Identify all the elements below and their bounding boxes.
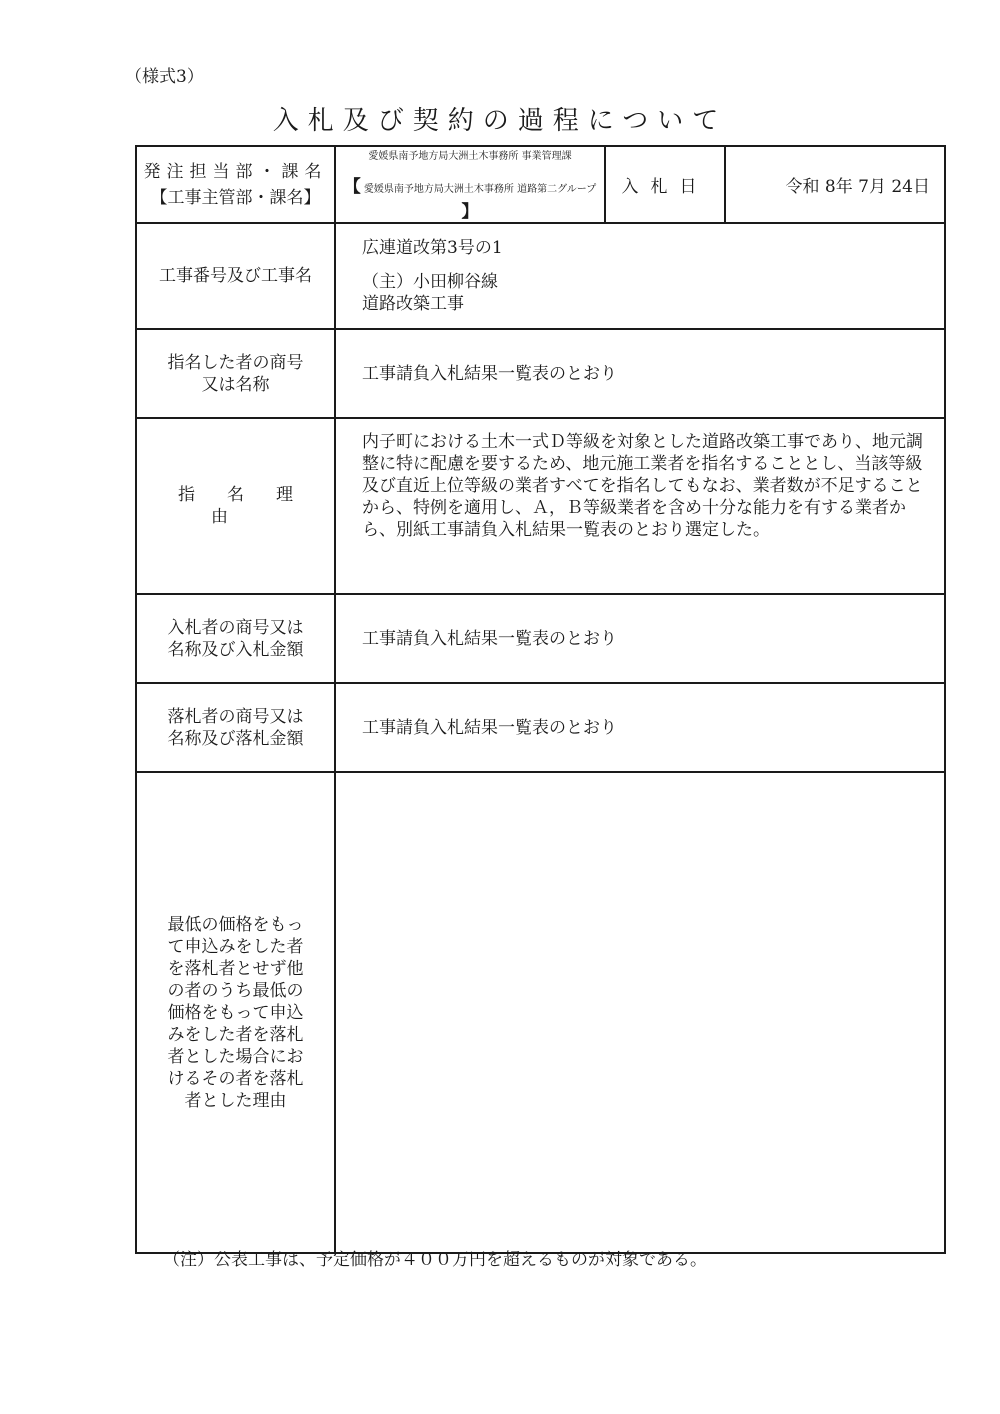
designated-value: 工事請負入札結果一覧表のとおり — [335, 329, 945, 418]
project-number: 広連道改第3号の1 — [362, 238, 503, 258]
reason-label-cell — [136, 418, 335, 594]
winner-label: 落札者の商号又は名称及び落札金額 — [136, 683, 335, 772]
designated-row — [136, 329, 945, 418]
exception-row — [136, 772, 945, 1253]
supervising-department-value: 愛媛県南予地方局大洲土木事務所 道路第二グループ — [363, 184, 597, 195]
procurement-form-table — [135, 145, 946, 1254]
reason-row — [136, 418, 945, 594]
project-row — [136, 223, 945, 329]
reason-label: 指名理由 — [178, 485, 325, 527]
department-row — [136, 146, 945, 223]
project-kind: 道路改築工事 — [362, 294, 464, 314]
footnote: （注）公表工事は、予定価格が４００万円を超えるものが対象である。 — [163, 1250, 707, 1270]
project-value-cell — [335, 223, 945, 329]
project-route: （主）小田柳谷線 — [362, 272, 498, 292]
bidders-label: 入札者の商号又は名称及び入札金額 — [136, 594, 335, 683]
supervising-department-line — [336, 172, 604, 222]
designated-label: 指名した者の商号又は名称 — [136, 329, 335, 418]
supervising-department-label: 【工事主管部・課名】 — [150, 187, 321, 208]
exception-value — [335, 772, 945, 1253]
ordering-department-label: 発注担当部・課名 — [143, 161, 328, 182]
winner-value: 工事請負入札結果一覧表のとおり — [335, 683, 945, 772]
department-value-cell — [335, 146, 605, 223]
bid-date-value: 令和 8年 7月 24日 — [725, 146, 945, 223]
bidders-row — [136, 594, 945, 683]
project-label: 工事番号及び工事名 — [136, 223, 335, 329]
form-number: （様式3） — [125, 67, 204, 87]
exception-label: 最低の価格をもって申込みをした者を落札者とせず他の者のうち最低の価格をもって申込みをした者を落札者とした場合におけるその者を落札者とした理由 — [136, 772, 335, 1253]
bracket-open: 【 — [343, 177, 361, 197]
winner-row — [136, 683, 945, 772]
document-title: 入札及び契約の過程について — [272, 106, 728, 136]
bid-date-label: 入札日 — [605, 146, 725, 223]
ordering-department-value: 愛媛県南予地方局大洲土木事務所 事業管理課 — [368, 151, 572, 162]
reason-text: 内子町における土木一式Ｄ等級を対象とした道路改築工事であり、地元調整に特に配慮を要するため、地元施工業者を指名することとし、当該等級及び直近上位等級の業者すべてを指名してもなお、業者数が不足することから、特例を適用し、Ａ，Ｂ等級業者を含め十分な能力を有する業者から、別紙工事請負入札結果一覧表のとおり選定した。 — [335, 418, 945, 594]
bidders-value: 工事請負入札結果一覧表のとおり — [335, 594, 945, 683]
bracket-close: 】 — [461, 202, 479, 222]
department-label-cell — [136, 146, 335, 223]
